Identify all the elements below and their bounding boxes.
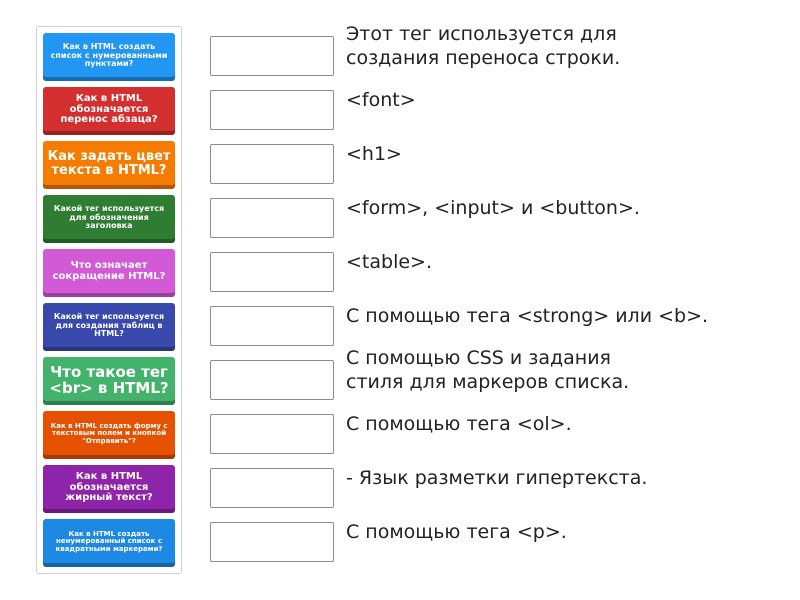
drop-slot[interactable] [210, 36, 334, 76]
answer-text: С помощью CSS и задания стиля для маркеров списка. [346, 347, 630, 393]
tile-panel [36, 26, 182, 574]
answer-text: С помощью тега <p>. [346, 521, 567, 543]
answer-text: <table>. [346, 251, 433, 273]
question-tile-label: Как в HTML обозначается жирный текст? [65, 470, 153, 504]
drop-slot[interactable] [210, 468, 334, 508]
question-tile[interactable] [43, 249, 175, 297]
answer-text: <font> [346, 89, 416, 111]
answer-text: <h1> [346, 143, 402, 165]
drop-slot[interactable] [210, 414, 334, 454]
question-tile-label: Как в HTML обозначается перенос абзаца? [60, 92, 158, 126]
question-tile-label: Как в HTML создать ненумерованный список с квадратными маркерами? [55, 529, 163, 553]
question-tile-label: Что такое тег <br> в HTML? [49, 362, 169, 397]
answer-text: - Язык разметки гипертекста. [346, 467, 648, 489]
question-tile[interactable] [43, 87, 175, 135]
drop-slot[interactable] [210, 198, 334, 238]
question-tile-label: Что означает сокращение HTML? [52, 260, 166, 282]
question-tile[interactable] [43, 519, 175, 567]
question-tile-label: Какой тег используется для создания таблиц в HTML? [53, 312, 165, 339]
question-tile[interactable] [43, 141, 175, 189]
question-tile-label: Как в HTML создать список с нумерованными пунктами? [50, 42, 168, 69]
drop-slot[interactable] [210, 522, 334, 562]
answer-text: С помощью тега <ol>. [346, 413, 572, 435]
question-tile[interactable] [43, 465, 175, 513]
drop-slot[interactable] [210, 144, 334, 184]
drop-slot[interactable] [210, 360, 334, 400]
question-tile[interactable] [43, 195, 175, 243]
drop-slot[interactable] [210, 306, 334, 346]
question-tile[interactable] [43, 303, 175, 351]
drop-slot[interactable] [210, 252, 334, 292]
question-tile-label: Как задать цвет текста в HTML? [47, 148, 171, 178]
question-tile[interactable] [43, 411, 175, 459]
question-tile[interactable] [43, 33, 175, 81]
answer-text: С помощью тега <strong> или <b>. [346, 305, 709, 327]
drop-slot[interactable] [210, 90, 334, 130]
question-tile-label: Какой тег используется для обозначения заголовка [53, 204, 165, 231]
question-tile[interactable] [43, 357, 175, 405]
answer-text: Этот тег используется для создания переноса строки. [346, 23, 621, 69]
answer-text: <form>, <input> и <button>. [346, 197, 640, 219]
question-tile-label: Как в HTML создать форму с текстовым полем и кнопкой "Отправить"? [50, 421, 168, 445]
